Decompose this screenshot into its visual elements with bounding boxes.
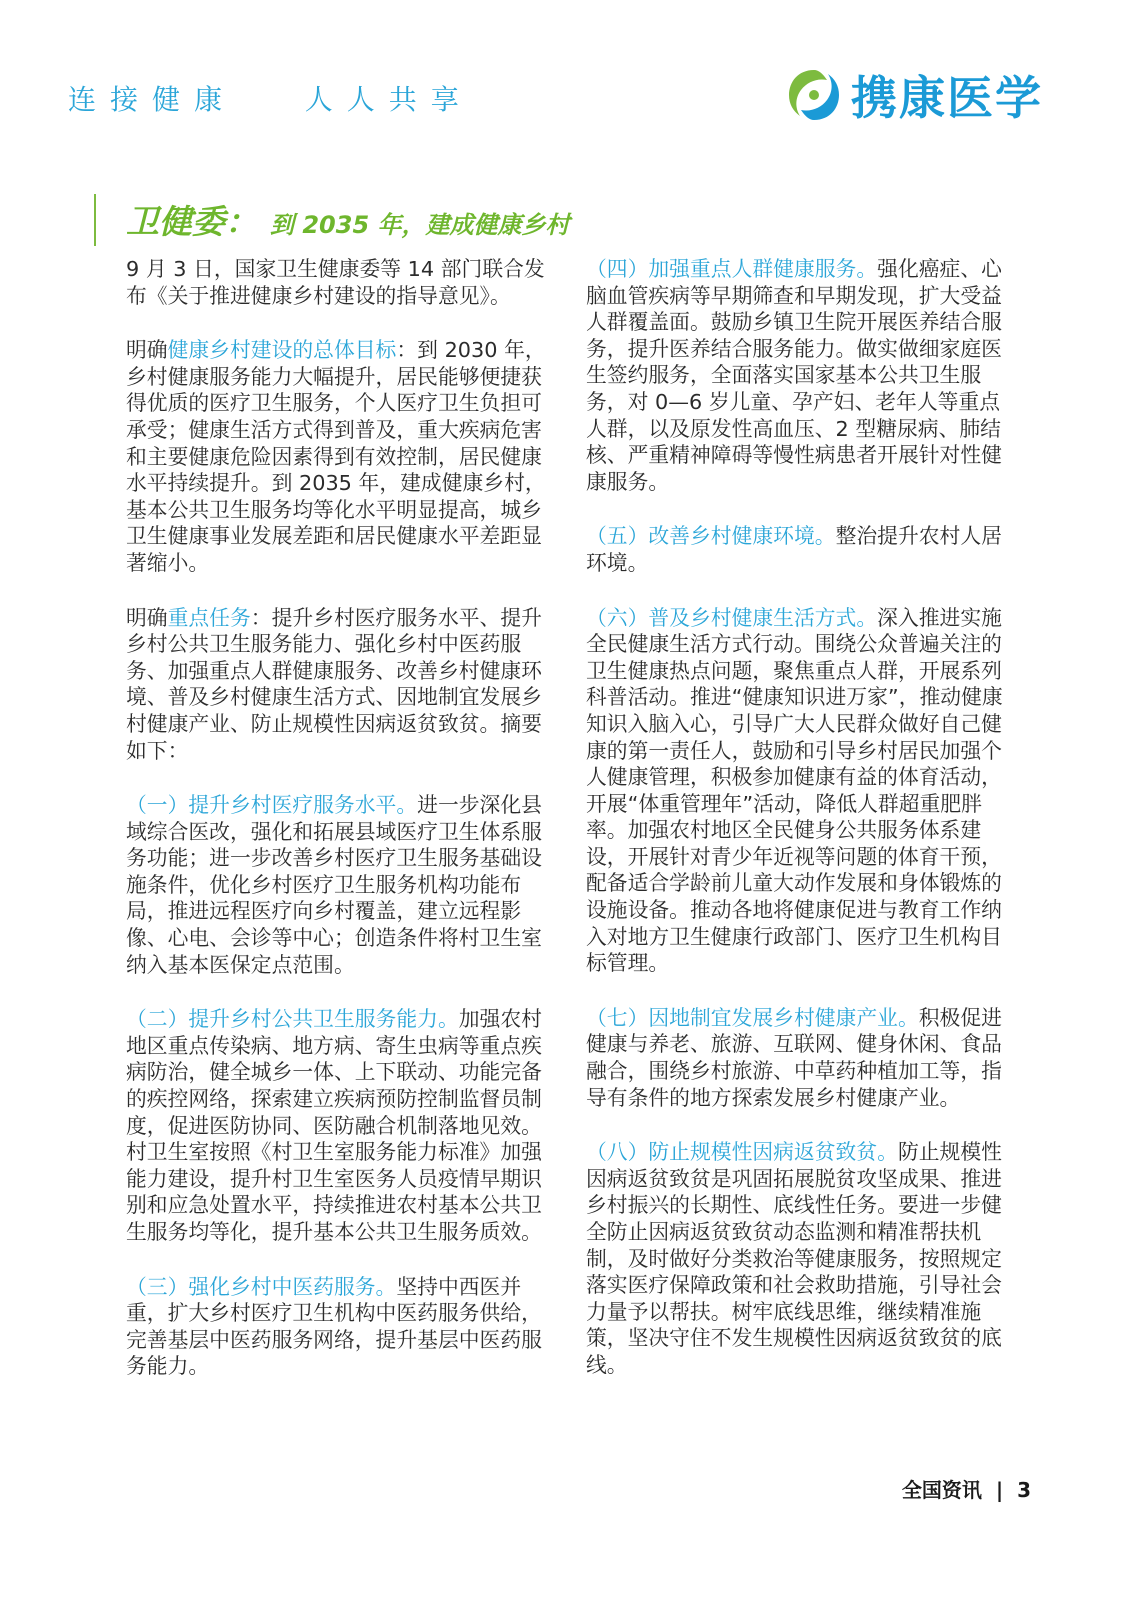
section-3-text: 坚持中西医并重，扩大乡村医疗卫生机构中医药服务供给，完善基层中医药服务网络，提升基层中医药服务能力。: [126, 1274, 542, 1379]
page-number: 3: [1017, 1478, 1031, 1502]
article-right-column: [586, 256, 1018, 1407]
tasks-text: ：提升乡村医疗服务水平、提升乡村公共卫生服务能力、强化乡村中医药服务、加强重点人群健康服务、改善乡村健康环境、普及乡村健康生活方式、因地制宜发展乡村健康产业、防止规模性因病返贫致贫。摘要如下：: [126, 605, 542, 763]
goal-text: ：到 2030 年，乡村健康服务能力大幅提升，居民能够便捷获得优质的医疗卫生服务，个人医疗卫生负担可承受；健康生活方式得到普及，重大疾病危害和主要健康危险因素得到有效控制，居民健康水平持续提升。到 2035 年，建成健康乡村，基本公共卫生服务均等化水平明显提高，城乡卫生健康事业发展差距和居民健康水平差距显著缩小。: [126, 338, 546, 575]
article-left-column: [126, 256, 558, 1408]
page-footer: [902, 1474, 1031, 1503]
section-1: [126, 792, 558, 978]
section-2-heading: （二）提升乡村公共卫生服务能力。: [126, 1007, 459, 1032]
section-8-heading: （八）防止规模性因病返贫致贫。: [586, 1140, 898, 1165]
article-title-main: 卫健委：: [126, 202, 258, 241]
section-8-text: 防止规模性因病返贫致贫是巩固拓展脱贫攻坚成果、推进乡村振兴的长期性、底线性任务。要进一步健全防止因病返贫致贫动态监测和精准帮扶机制，及时做好分类救治等健康服务，按照规定落实医疗保障政策和社会救助措施，引导社会力量予以帮扶。树牢底线思维，继续精准施策，坚决守住不发生规模性因病返贫致贫的底线。: [586, 1140, 1002, 1377]
brand-logo: [783, 62, 1043, 128]
intro-paragraph: 9 月 3 日，国家卫生健康委等 14 部门联合发布《关于推进健康乡村建设的指导意见》。: [126, 257, 545, 308]
section-2-text: 加强农村地区重点传染病、地方病、寄生虫病等重点疾病防治，健全城乡一体、上下联动、功能完备的疾控网络，探索建立疾病预防控制监督员制度，促进医防协同、医防融合机制落地见效。村卫生室按照《村卫生室服务能力标准》加强能力建设，提升村卫生室医务人员疫情早期识别和应急处置水平，持续推进农村基本公共卫生服务均等化，提升基本公共卫生服务质效。: [126, 1007, 542, 1244]
footer-section-label: 全国资讯: [901, 1478, 982, 1502]
section-3-heading: （三）强化乡村中医药服务。: [126, 1274, 397, 1299]
section-6-heading: （六）普及乡村健康生活方式。: [586, 605, 878, 630]
header-slogan: 连接健康 人人共享: [68, 83, 473, 116]
section-4-text: 强化癌症、心脑血管疾病等早期筛查和早期发现，扩大受益人群覆盖面。鼓励乡镇卫生院开展医养结合服务，提升医养结合服务能力。做实做细家庭医生签约服务，全面落实国家基本公共卫生服务，对 0—6 岁儿童、孕产妇、老年人等重点人群，以及原发性高血压、2 型糖尿病、肺结核、严重精神障碍等慢性病患者开展针对性健康服务。: [586, 257, 1002, 494]
section-1-text: 进一步深化县域综合医改，强化和拓展县域医疗卫生体系服务功能；进一步改善乡村医疗卫生服务基础设施条件，优化乡村医疗卫生服务机构功能布局，推进远程医疗向乡村覆盖，建立远程影像、心电、会诊等中心；创造条件将村卫生室纳入基本医保定点范围。: [126, 793, 542, 977]
section-6-text: 深入推进实施全民健康生活方式行动。围绕公众普遍关注的卫生健康热点问题，聚焦重点人群，开展系列科普活动。推进“健康知识进万家”，推动健康知识入脑入心，引导广大人民群众做好自己健康的第一责任人，鼓励和引导乡村居民加强个人健康管理，积极参加健康有益的体育活动，开展“体重管理年”活动，降低人群超重肥胖率。加强农村地区全民健身公共服务体系建设，开展针对青少年近视等问题的体育干预，配备适合学龄前儿童大动作发展和身体锻炼的设施设备。推动各地将健康促进与教育工作纳入对地方卫生健康行政部门、医疗卫生机构目标管理。: [586, 605, 1003, 976]
logo-emblem-icon: [783, 64, 845, 126]
goal-paragraph: [126, 337, 558, 576]
section-6: [586, 605, 1018, 977]
section-4-heading: （四）加强重点人群健康服务。: [586, 257, 878, 281]
section-5-heading: （五）改善乡村健康环境。: [586, 524, 836, 549]
goal-highlight: 健康乡村建设的总体目标: [167, 338, 397, 363]
logo-text: 携康医学: [851, 71, 1043, 125]
section-2: [126, 1006, 558, 1245]
goal-lead: 明确: [126, 338, 168, 363]
section-5: [586, 523, 1018, 576]
tasks-lead: 明确: [126, 605, 168, 630]
section-8: [586, 1139, 1018, 1378]
section-7-text: 积极促进健康与养老、旅游、互联网、健身休闲、食品融合，围绕乡村旅游、中草药种植加工等，指导有条件的地方探索发展乡村健康产业。: [586, 1005, 1002, 1110]
section-4: [586, 256, 1018, 495]
section-3: [126, 1274, 558, 1380]
section-5-text: 整治提升农村人居环境。: [586, 524, 1002, 575]
tasks-paragraph: [126, 605, 558, 765]
article-title-sub: 到 2035 年，建成健康乡村: [270, 211, 570, 239]
footer-separator: |: [995, 1478, 1004, 1502]
section-7: [586, 1005, 1018, 1111]
title-accent-bar: [94, 194, 96, 246]
article-title: [126, 196, 570, 243]
section-1-heading: （一）提升乡村医疗服务水平。: [126, 793, 418, 818]
section-7-heading: （七）因地制宜发展乡村健康产业。: [586, 1005, 919, 1030]
tasks-highlight: 重点任务: [167, 605, 251, 630]
